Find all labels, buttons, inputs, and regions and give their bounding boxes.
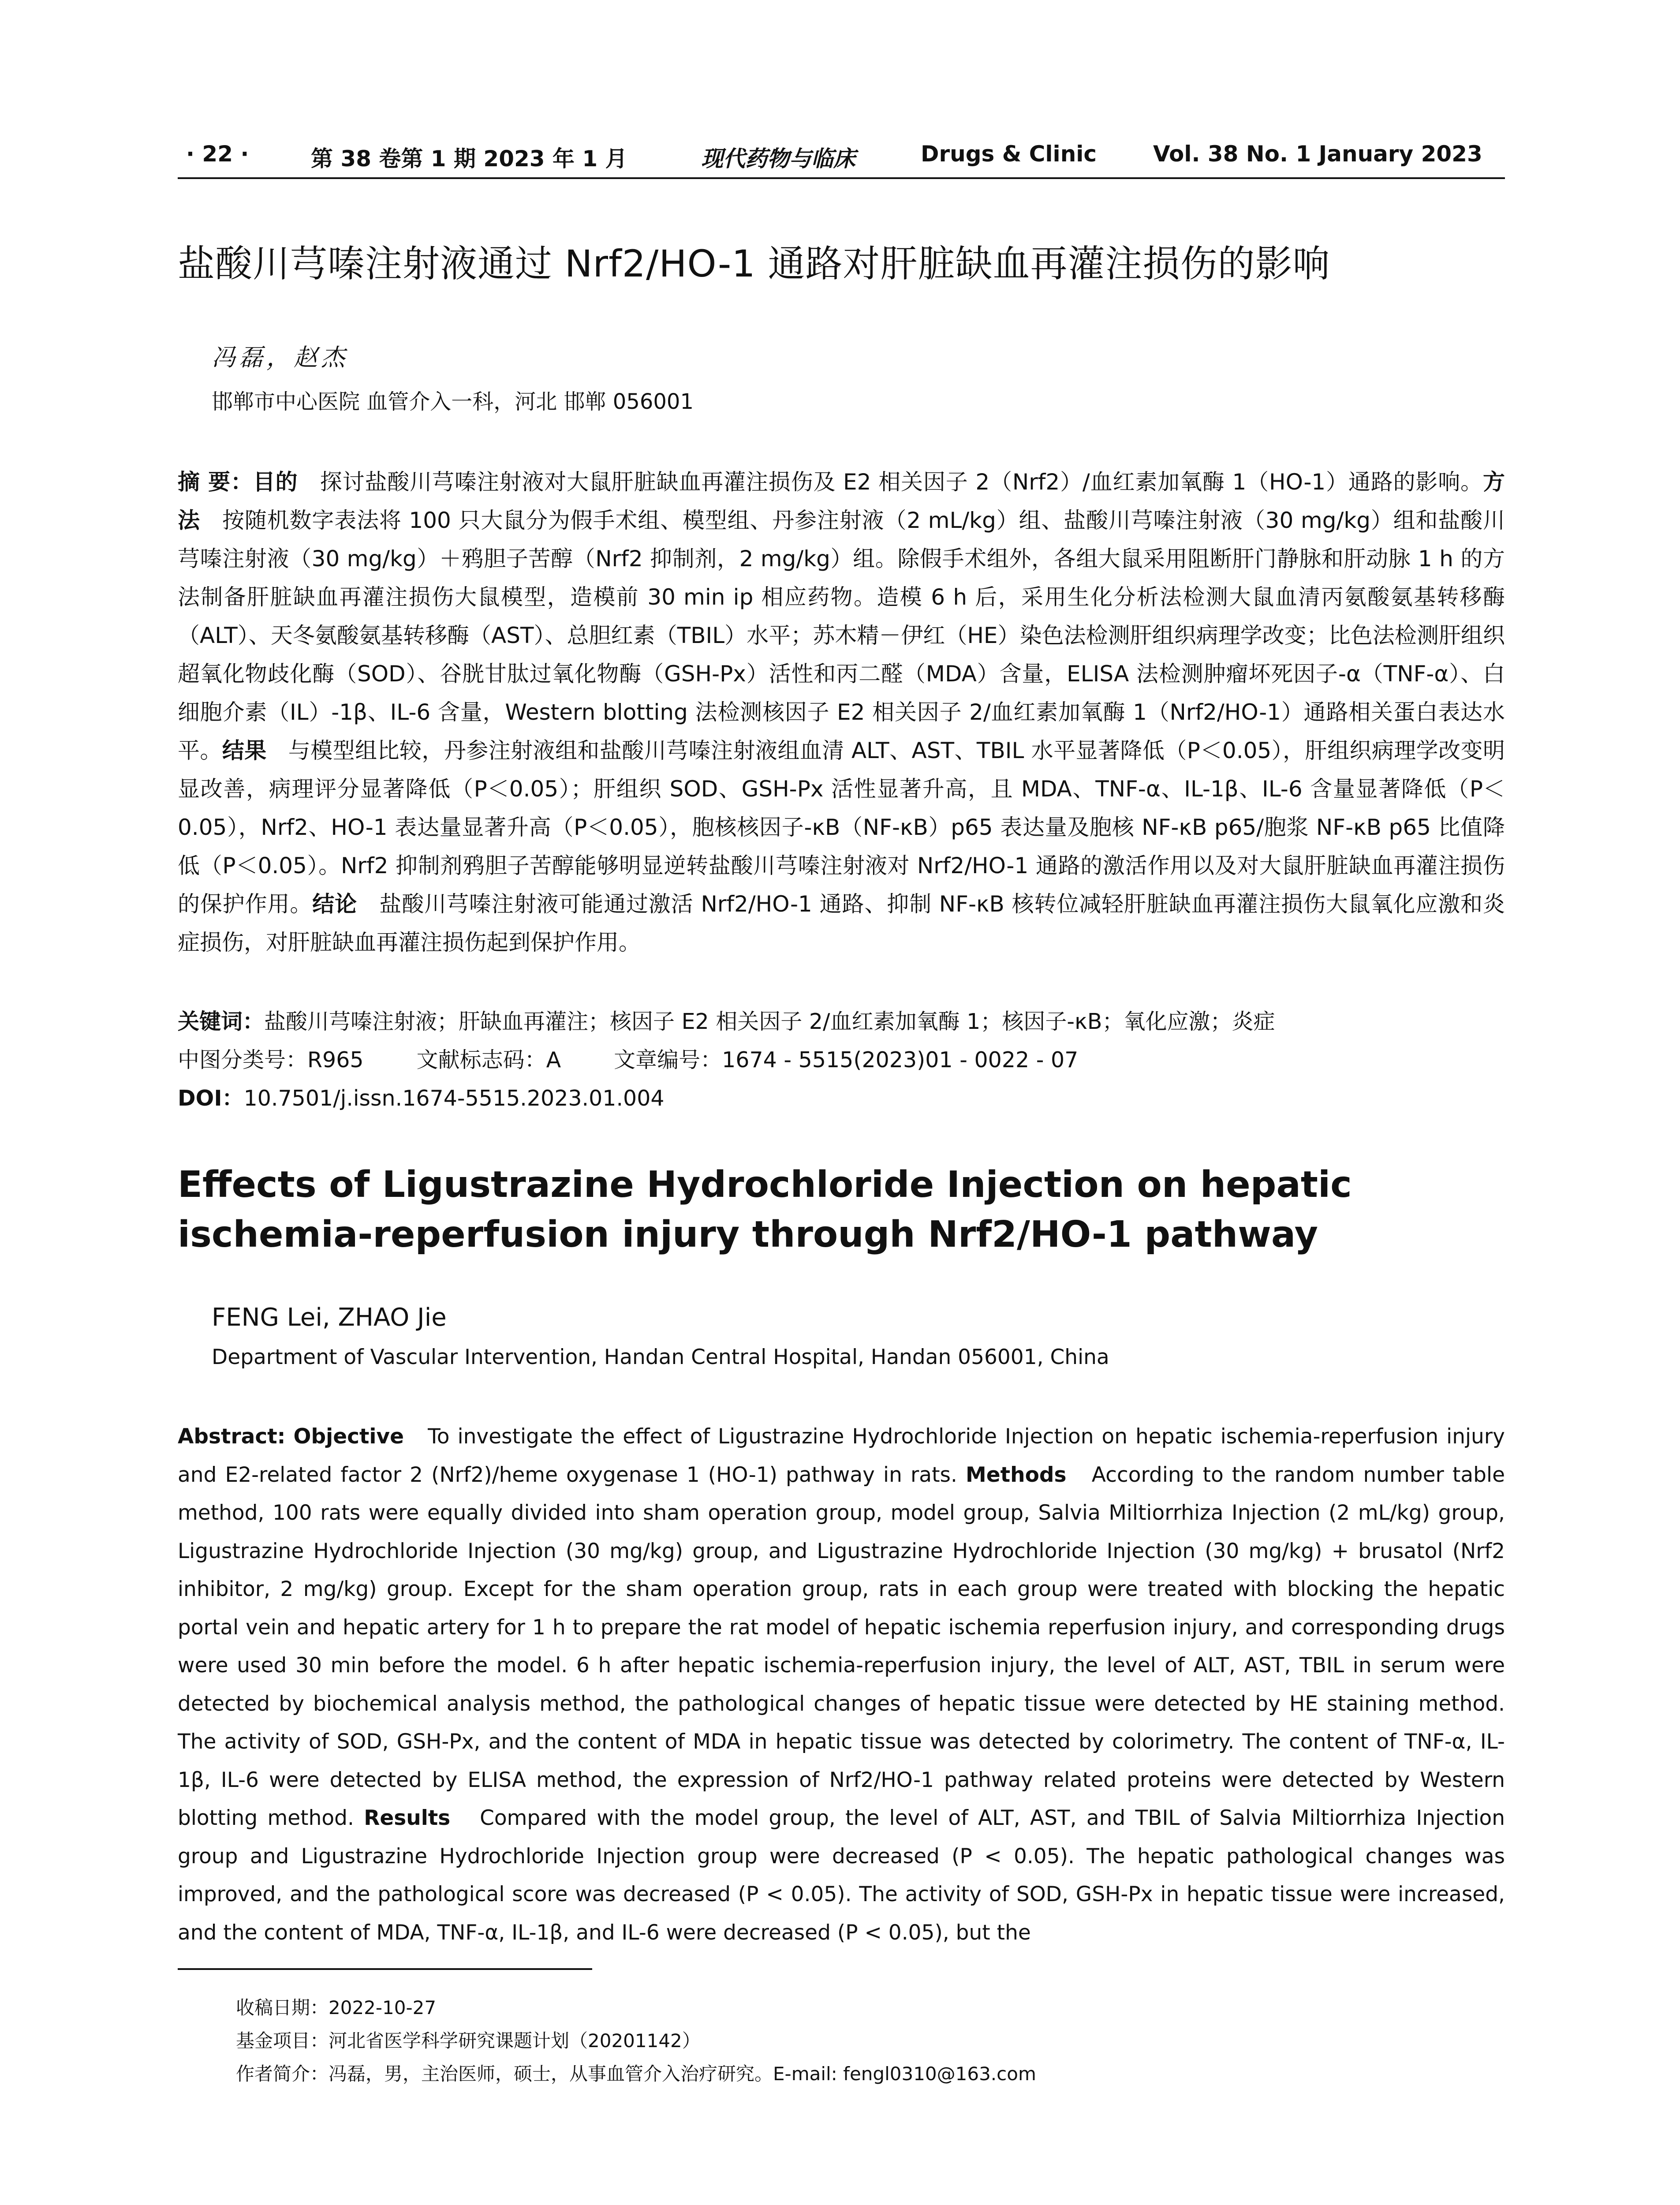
article-title-cn: 盐酸川芎嗪注射液通过 Nrf2/HO-1 通路对肝脏缺血再灌注损伤的影响 <box>178 242 1330 285</box>
objective-text-en: To investigate the effect of Ligustrazine Hydrochloride Injection on hepatic ischemia-reperfusion injury and E2-related factor 2 (Nrf2)/heme oxygenase 1 (HO-1) pathway in rats. <box>178 1424 1505 1487</box>
objective-text-cn: 探讨盐酸川芎嗪注射液对大鼠肝脏缺血再灌注损伤及 E2 相关因子 2（Nrf2）/血红素加氧酶 1（HO-1）通路的影响。 <box>320 469 1483 495</box>
clc-number: 中图分类号：R965 <box>178 1047 364 1073</box>
footnote-author-bio: 作者简介：冯磊，男，主治医师，硕士，从事血管介入治疗研究。E-mail: fengl0310@163.com <box>236 2063 1036 2085</box>
conclusion-label-cn: 结论 <box>312 891 358 917</box>
abstract-en <box>178 1418 1505 1952</box>
results-text-cn: 与模型组比较，丹参注射液组和盐酸川芎嗪注射液组血清 ALT、AST、TBIL 水平显著降低（P＜0.05），肝组织病理学改变明显改善，病理评分显著降低（P＜0.05）；肝组织 SOD、GSH-Px 活性显著升高，且 MDA、TNF-α、IL-1β、IL-6 含量显著降低（P＜0.05），Nrf2、HO-1 表达量显著升高（P＜0.05），胞核核因子-κB（NF-κB）p65 表达量及胞核 NF-κB p65/胞浆 NF-κB p65 比值降低（P＜0.05）。Nrf2 抑制剂鸦胆子苦醇能够明显逆转盐酸川芎嗪注射液对 Nrf2/HO-1 通路的激活作用以及对大鼠肝脏缺血再灌注损伤的保护作用。 <box>178 738 1505 917</box>
keywords-text-cn: 盐酸川芎嗪注射液；肝缺血再灌注；核因子 E2 相关因子 2/血红素加氧酶 1；核因子-κB；氧化应激；炎症 <box>264 1009 1275 1034</box>
conclusion-text-cn: 盐酸川芎嗪注射液可能通过激活 Nrf2/HO-1 通路、抑制 NF-κB 核转位减轻肝脏缺血再灌注损伤大鼠氧化应激和炎症损伤，对肝脏缺血再灌注损伤起到保护作用。 <box>178 891 1505 955</box>
abstract-cn <box>178 463 1505 962</box>
keywords-label-cn: 关键词： <box>178 1009 265 1034</box>
methods-text-cn: 按随机数字表法将 100 只大鼠分为假手术组、模型组、丹参注射液（2 mL/kg）组、盐酸川芎嗪注射液（30 mg/kg）组和盐酸川芎嗪注射液（30 mg/kg）＋鸦胆子苦醇（Nrf2 抑制剂，2 mg/kg）组。除假手术组外，各组大鼠采用阻断肝门静脉和肝动脉 1 h 的方法制备肝脏缺血再灌注损伤大鼠模型，造模前 30 min ip 相应药物。造模 6 h 后，采用生化分析法检测大鼠血清丙氨酸氨基转移酶（ALT）、天冬氨酸氨基转移酶（AST）、总胆红素（TBIL）水平；苏木精－伊红（HE）染色法检测肝组织病理学改变；比色法检测肝组织超氧化物歧化酶（SOD）、谷胱甘肽过氧化物酶（GSH-Px）活性和丙二醛（MDA）含量，ELISA 法检测肿瘤坏死因子-α（TNF-α）、白细胞介素（IL）-1β、IL-6 含量，Western blotting 法检测核因子 E2 相关因子 2/血红素加氧酶 1（Nrf2/HO-1）通路相关蛋白表达水平。 <box>178 508 1505 763</box>
results-label-en: Results <box>364 1806 451 1830</box>
doi-value: 10.7501/j.issn.1674-5515.2023.01.004 <box>243 1086 665 1111</box>
abstract-label-cn: 摘 要： <box>178 469 253 495</box>
footnote-rule <box>178 1968 592 1970</box>
page-number: · 22 · <box>186 141 249 167</box>
authors-cn: 冯磊，赵杰 <box>212 344 348 371</box>
methods-label-cn: 方法 <box>178 469 1505 533</box>
issue-en: Vol. 38 No. 1 January 2023 <box>1153 141 1482 167</box>
methods-text-en: According to the random number table method, 100 rats were equally divided into sham operation group, model group, Salvia Miltiorrhiza Injection (2 mL/kg) group, Ligustrazine Hydrochloride Injection (30 mg/kg) group, and Ligustrazine Hydrochloride Injection (30 mg/kg) + brusatol (Nrf2 inhibitor, 2 mg/kg) group. Except for the sham operation group, rats in each group were treated with blocking the hepatic portal vein and hepatic artery for 1 h to prepare the rat model of hepatic ischemia reperfusion injury, and corresponding drugs were used 30 min before the model. 6 h after hepatic ischemia-reperfusion injury, the level of ALT, AST, TBIL in serum were detected by biochemical analysis method, the pathological changes of hepatic tissue were detected by HE staining method. The activity of SOD, GSH-Px, and the content of MDA in hepatic tissue was detected by colorimetry. The content of TNF-α, IL-1β, IL-6 were detected by ELISA method, the expression of Nrf2/HO-1 pathway related proteins were detected by Western blotting method. <box>178 1462 1505 1830</box>
results-text-en: Compared with the model group, the level of ALT, AST, and TBIL of Salvia Miltiorrhiza Injection group and Ligustrazine Hydrochloride Injection group were decreased (P < 0.05). The hepatic pathological changes was improved, and the pathological score was decreased (P < 0.05). The activity of SOD, GSH-Px in hepatic tissue were increased, and the content of MDA, TNF-α, IL-1β, and IL-6 were decreased (P < 0.05), but the <box>178 1806 1505 1945</box>
abstract-label-en: Abstract: <box>178 1424 286 1449</box>
article-title-en: Effects of Ligustrazine Hydrochloride Injection on hepatic ischemia-reperfusion injury through Nrf2/HO-1 pathway <box>178 1164 1352 1256</box>
footnote-received: 收稿日期：2022-10-27 <box>236 1997 437 2018</box>
keywords-cn <box>178 1005 1275 1035</box>
affiliation-cn: 邯郸市中心医院 血管介入一科，河北 邯郸 056001 <box>212 389 694 414</box>
objective-label-cn: 目的 <box>253 469 298 495</box>
journal-name-cn: 现代药物与临床 <box>701 146 855 172</box>
header-rule <box>178 177 1505 179</box>
authors-en: FENG Lei, ZHAO Jie <box>212 1303 447 1332</box>
footnote-fund: 基金项目：河北省医学科学研究课题计划（20201142） <box>236 2030 701 2052</box>
results-label-cn: 结果 <box>222 738 267 763</box>
issue-cn: 第 38 卷第 1 期 2023 年 1 月 <box>311 146 627 172</box>
classification-line <box>178 1043 1078 1074</box>
doi-label: DOI： <box>178 1086 244 1111</box>
affiliation-en: Department of Vascular Intervention, Handan Central Hospital, Handan 056001, China <box>212 1345 1109 1369</box>
objective-label-en: Objective <box>293 1424 404 1449</box>
journal-name-en: Drugs & Clinic <box>921 141 1097 167</box>
article-number: 文章编号：1674 - 5515(2023)01 - 0022 - 07 <box>614 1047 1079 1073</box>
document-code: 文献标志码：A <box>416 1047 561 1073</box>
doi-line <box>178 1081 665 1112</box>
methods-label-en: Methods <box>966 1462 1067 1487</box>
